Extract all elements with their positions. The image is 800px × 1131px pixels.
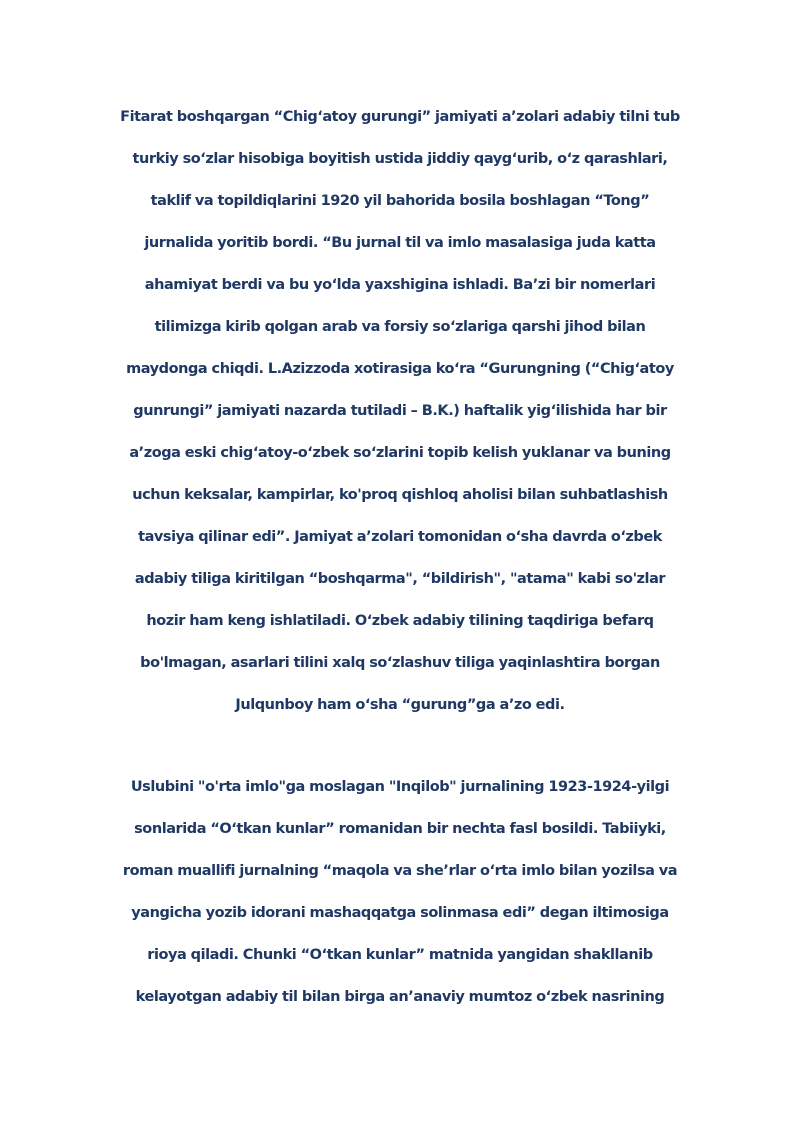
paragraph-2 <box>110 766 690 1018</box>
text-line: Uslubini "o'rta imlo"ga moslagan "Inqilob" jurnalining 1923-1924-yilgi <box>130 779 670 795</box>
text-line: maydonga chiqdi. L.Azizzoda xotirasiga ko‘ra “Gurungning (“Chig‘atoy <box>126 361 674 377</box>
text-line: gunrungi” jamiyati nazarda tutiladi – B.K.) haftalik yig‘ilishida har bir <box>133 403 667 419</box>
text-line: tilimizga kirib qolgan arab va forsiy so‘zlariga qarshi jihod bilan <box>154 319 646 335</box>
text-line: bo'lmagan, asarlari tilini xalq so‘zlashuv tiliga yaqinlashtira borgan <box>140 655 660 671</box>
text-line: sonlarida “O‘tkan kunlar” romanidan bir nechta fasl bosildi. Tabiiyki, <box>134 821 666 837</box>
text-line: hozir ham keng ishlatiladi. O‘zbek adabiy tilining taqdiriga befarq <box>146 613 654 629</box>
text-line: a’zoga eski chig‘atoy-o‘zbek so‘zlarini topib kelish yuklanar va buning <box>129 445 671 461</box>
text-line: kelayotgan adabiy til bilan birga an’anaviy mumtoz o‘zbek nasrining <box>135 989 665 1005</box>
text-line: taklif va topildiqlarini 1920 yil bahorida bosila boshlagan “Tong” <box>150 193 650 209</box>
text-line: ahamiyat berdi va bu yo‘lda yaxshigina ishladi. Ba’zi bir nomerlari <box>144 277 656 293</box>
text-line: Julqunboy ham o‘sha “gurung”ga a’zo edi. <box>235 697 565 713</box>
text-line: uchun keksalar, kampirlar, ko'proq qishloq aholisi bilan suhbatlashish <box>132 487 668 503</box>
text-line: jurnalida yoritib bordi. “Bu jurnal til va imlo masalasiga juda katta <box>144 235 656 251</box>
text-line: turkiy so‘zlar hisobiga boyitish ustida jiddiy qayg‘urib, o‘z qarashlari, <box>132 151 668 167</box>
text-line: yangicha yozib idorani mashaqqatga solinmasa edi” degan iltimosiga <box>131 905 669 921</box>
text-line: adabiy tiliga kiritilgan “boshqarma", “bildirish", "atama" kabi so'zlar <box>134 571 666 587</box>
paragraph-1 <box>110 96 690 726</box>
text-line: roman muallifi jurnalning “maqola va she’rlar o‘rta imlo bilan yozilsa va <box>122 863 678 879</box>
text-line: rioya qiladi. Chunki “O‘tkan kunlar” matnida yangidan shakllanib <box>147 947 653 963</box>
text-line: tavsiya qilinar edi”. Jamiyat a’zolari tomonidan o‘sha davrda o‘zbek <box>138 529 662 545</box>
text-line: Fitarat boshqargan “Chig‘atoy gurungi” jamiyati a’zolari adabiy tilni tub <box>120 109 680 125</box>
